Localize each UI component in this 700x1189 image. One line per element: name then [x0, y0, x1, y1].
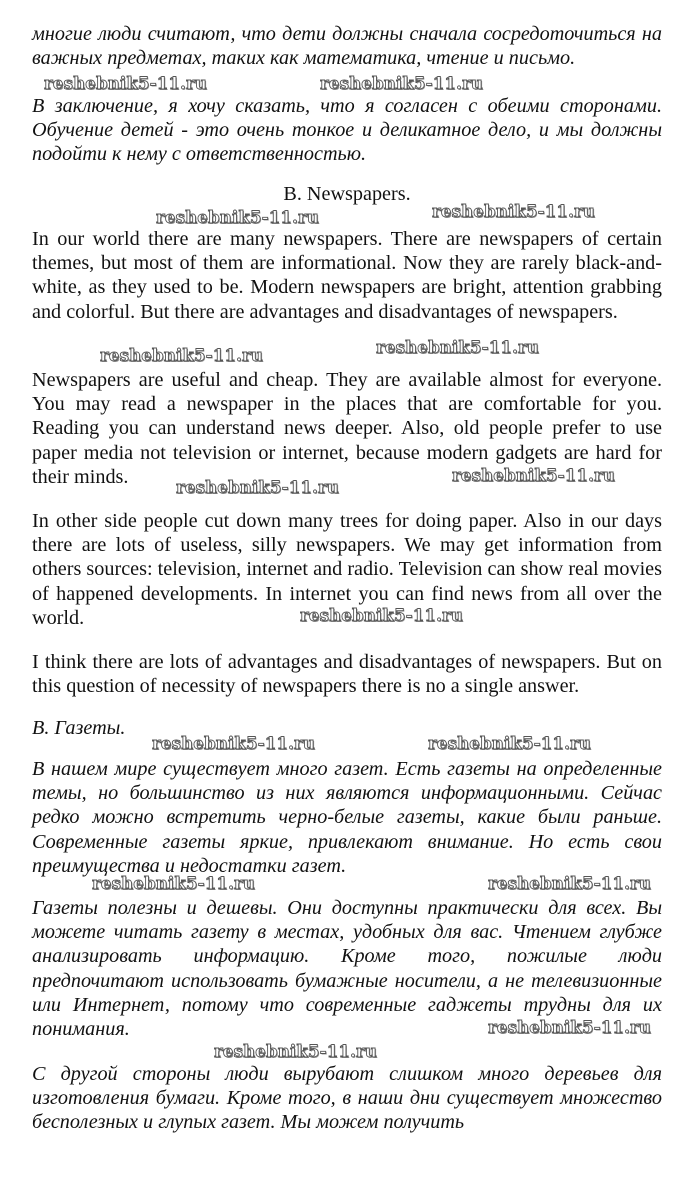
watermark: reshebnik5-11.ru	[300, 606, 464, 625]
en-paragraph-2	[32, 368, 662, 489]
ru-title: B. Газеты.	[32, 717, 126, 739]
watermark: reshebnik5-11.ru	[44, 74, 208, 93]
ru-paragraph-2	[32, 896, 662, 1041]
en-text-4: I think there are lots of advantages and disadvantages of newspapers. But on this question of necessity of newspapers there is no a single answer.	[32, 651, 662, 698]
watermark: reshebnik5-11.ru	[320, 74, 484, 93]
en-title: B. Newspapers.	[283, 183, 411, 205]
watermark: reshebnik5-11.ru	[428, 734, 592, 753]
ru-paragraph-1	[32, 757, 662, 878]
ru-text-3: С другой стороны люди вырубают слишком много деревьев для изготовления бумаги. Кроме того, в наши дни существует множество бесполезных и глупых газет. Мы можем получить	[32, 1063, 662, 1134]
watermark: reshebnik5-11.ru	[100, 346, 264, 365]
en-paragraph-4	[32, 650, 662, 698]
watermark: reshebnik5-11.ru	[488, 1018, 652, 1037]
watermark: reshebnik5-11.ru	[176, 478, 340, 497]
watermark: reshebnik5-11.ru	[376, 338, 540, 357]
ru-intro-paragraph-2	[32, 94, 662, 167]
en-paragraph-1	[32, 227, 662, 324]
watermark: reshebnik5-11.ru	[152, 734, 316, 753]
watermark: reshebnik5-11.ru	[156, 208, 320, 227]
en-text-2: Newspapers are useful and cheap. They are available almost for everyone. You may read a newspaper in the places that are comfortable for you. Reading you can understand news deeper. Also, old people prefer to use paper media not television or internet, because modern gadgets are hard for their minds.	[32, 369, 662, 488]
watermark: reshebnik5-11.ru	[488, 874, 652, 893]
ru-text-2: Газеты полезны и дешевы. Они доступны практически для всех. Вы можете читать газету в местах, удобных для вас. Чтением глубже анализировать информацию. Кроме того, пожилые люди предпочитают использовать бумажные носители, а не телевизионные или Интернет, потому что современные гаджеты трудны для их понимания.	[32, 897, 662, 1041]
en-section-title	[32, 182, 662, 206]
en-text-1: In our world there are many newspapers. There are newspapers of certain themes, but most of them are informational. Now they are rarely black-and-white, as they used to be. Modern newspapers are bright, attention grabbing and colorful. But there are advantages and disadvantages of newspapers.	[32, 228, 662, 323]
watermark: reshebnik5-11.ru	[432, 202, 596, 221]
watermark: reshebnik5-11.ru	[214, 1042, 378, 1061]
en-text-3: In other side people cut down many trees for doing paper. Also in our days there are lots of useless, silly newspapers. We may get information from others sources: television, internet and radio. Television can show real movies of happened developments. In internet you can find news from all over the world.	[32, 510, 662, 629]
ru-intro-paragraph-1	[32, 22, 662, 70]
ru-section-title	[32, 716, 662, 740]
ru-paragraph-3	[32, 1062, 662, 1135]
en-paragraph-3	[32, 509, 662, 630]
watermark: reshebnik5-11.ru	[452, 466, 616, 485]
ru-text-1: В нашем мире существует много газет. Есть газеты на определенные темы, но большинство из них являются информационными. Сейчас редко можно встретить черно-белые газеты, какие были раньше. Современные газеты яркие, привлекают внимание. Но есть свои преимущества и недостатки газет.	[32, 758, 662, 877]
ru-intro-text-1: многие люди считают, что дети должны сначала сосредоточиться на важных предметах, таких как математика, чтение и письмо.	[32, 23, 662, 70]
watermark: reshebnik5-11.ru	[92, 874, 256, 893]
ru-intro-text-2: В заключение, я хочу сказать, что я согласен с обеими сторонами. Обучение детей - это очень тонкое и деликатное дело, и мы должны подойти к нему с ответственностью.	[32, 95, 662, 166]
